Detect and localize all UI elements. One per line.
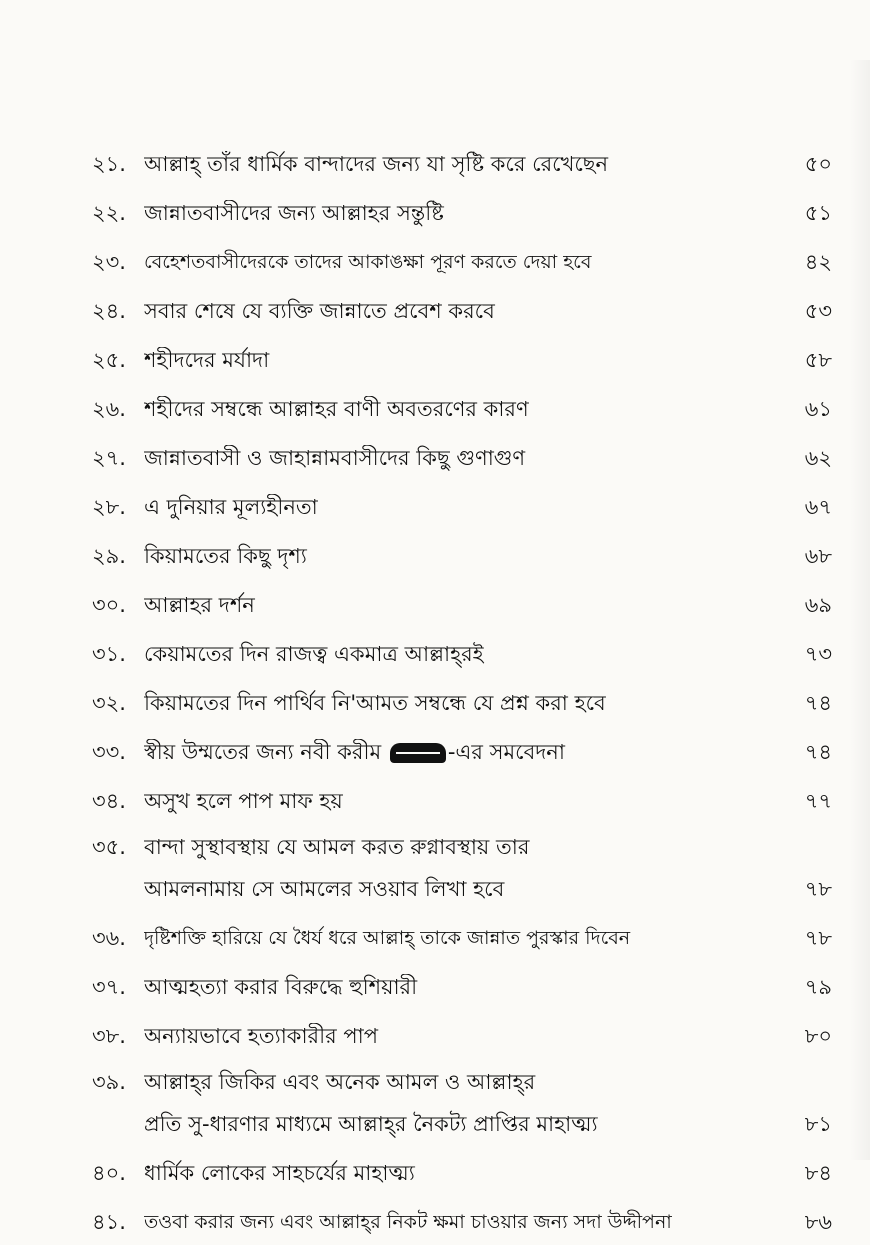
entry-number: ৩৯. (92, 1070, 126, 1094)
entry-title (144, 824, 772, 912)
entry-title: জান্নাতবাসীদের জন্য আল্লাহর সন্তুষ্টি (144, 201, 444, 225)
entry-title: অন্যায়ভাবে হত্যাকারীর পাপ (144, 1024, 378, 1048)
entry-number: ২৬. (92, 397, 126, 421)
entry-title-line-2: প্রতি সু-ধারণার মাধ্যমে আল্লাহ্‌র নৈকট্য প্রাপ্তির মাহাত্ম্য (144, 1112, 598, 1136)
entry-title-after: -এর সমবেদনা (447, 740, 565, 764)
entry-number: ২৭. (92, 446, 126, 470)
entry-page: ৬১ (804, 397, 832, 421)
entry-number: ৩৮. (92, 1024, 126, 1048)
entry-number: ৪০. (92, 1161, 126, 1185)
table-of-contents (92, 138, 832, 1245)
entry-title: শহীদের সম্বন্ধে আল্লাহর বাণী অবতরণের কারণ (144, 397, 529, 421)
entry-page: ৭৪ (804, 740, 832, 764)
toc-entry (92, 961, 832, 1010)
entry-number: ৩৫. (92, 835, 126, 859)
entry-page: ৬৯ (804, 593, 832, 617)
toc-entry (92, 334, 832, 383)
entry-page: ৫৮ (804, 348, 832, 372)
entry-title-line-2: আমলনামায় সে আমলের সওয়াব লিখা হবে (144, 877, 505, 901)
page-shadow (850, 60, 870, 1160)
toc-entry (92, 285, 832, 334)
entry-page: ৪২ (804, 250, 832, 274)
toc-entry (92, 726, 832, 775)
entry-page: ৭৩ (804, 642, 832, 666)
entry-title: জান্নাতবাসী ও জাহান্নামবাসীদের কিছু গুণাগুণ (144, 446, 526, 470)
entry-page: ৭৪ (804, 691, 832, 715)
toc-entry (92, 187, 832, 236)
toc-entry (92, 1059, 832, 1147)
entry-number: ৩২. (92, 691, 126, 715)
toc-entry (92, 432, 832, 481)
entry-page: ৮৪ (804, 1161, 832, 1185)
entry-page: ৫১ (804, 201, 832, 225)
entry-number: ৩৪. (92, 789, 126, 813)
entry-title-line-1: আল্লাহ্‌র জিকির এবং অনেক আমল ও আল্লাহ্‌র (144, 1070, 536, 1094)
entry-number: ২৪. (92, 299, 126, 323)
entry-title (144, 739, 772, 775)
entry-number: ২৮. (92, 495, 126, 519)
entry-title: ধার্মিক লোকের সাহচর্যের মাহাত্ম্য (144, 1161, 415, 1185)
entry-page: ৬২ (804, 446, 832, 470)
entry-title: এ দুনিয়ার মূল্যহীনতা (144, 495, 318, 519)
toc-entry (92, 383, 832, 432)
toc-entry (92, 912, 832, 961)
toc-entry (92, 236, 832, 285)
toc-entry (92, 628, 832, 677)
toc-entry (92, 579, 832, 628)
entry-page: ৬৮ (804, 544, 832, 568)
entry-title: আল্লাহ্ তাঁর ধার্মিক বান্দাদের জন্য যা সৃষ্টি করে রেখেছেন (144, 152, 609, 176)
entry-number: ৩৭. (92, 975, 126, 999)
entry-page: ৭৮ (804, 926, 832, 950)
toc-entry (92, 481, 832, 530)
entry-number: ২৫. (92, 348, 126, 372)
entry-title: শহীদদের মর্যাদা (144, 348, 270, 372)
entry-number: ৩১. (92, 642, 126, 666)
toc-entry (92, 1147, 832, 1196)
entry-page: ৭৯ (804, 975, 832, 999)
entry-title: দৃষ্টিশক্তি হারিয়ে যে ধৈর্য ধরে আল্লাহ্ তাকে জান্নাত পুরস্কার দিবেন (144, 927, 631, 949)
entry-title: কিয়ামতের কিছু দৃশ্য (144, 544, 307, 568)
entry-number: ৪১. (92, 1210, 126, 1234)
toc-entry (92, 1010, 832, 1059)
entry-title: বেহেশতবাসীদেরকে তাদের আকাঙক্ষা পূরণ করতে দেয়া হবে (144, 251, 592, 273)
entry-page: ৮১ (804, 1112, 832, 1136)
entry-title: তওবা করার জন্য এবং আল্লাহ্‌র নিকট ক্ষমা চাওয়ার জন্য সদা উদ্দীপনা (144, 1211, 672, 1233)
entry-page: ৬৭ (804, 495, 832, 519)
entry-title: আল্লাহর দর্শন (144, 593, 255, 617)
entry-number: ৩০. (92, 593, 126, 617)
entry-title: অসুখ হলে পাপ মাফ হয় (144, 789, 343, 813)
entry-title (144, 1059, 772, 1147)
toc-entry (92, 138, 832, 187)
entry-page: ৭৭ (804, 789, 832, 813)
entry-number: ৩৬. (92, 926, 126, 950)
toc-entry (92, 824, 832, 912)
toc-entry (92, 530, 832, 579)
entry-title-line-1: বান্দা সুস্থাবস্থায় যে আমল করত রুগ্নাবস্থায় তার (144, 835, 530, 859)
toc-entry (92, 775, 832, 824)
salutation-seal-icon (390, 743, 446, 763)
toc-entry (92, 1196, 832, 1245)
entry-page: ৫৩ (804, 299, 832, 323)
entry-number: ২২. (92, 201, 126, 225)
entry-page: ৮০ (804, 1024, 832, 1048)
entry-page: ৮৬ (804, 1210, 832, 1234)
toc-entry (92, 677, 832, 726)
entry-page: ৫০ (804, 152, 832, 176)
entry-number: ২৩. (92, 250, 126, 274)
entry-title: কেয়ামতের দিন রাজত্ব একমাত্র আল্লাহ্‌রই (144, 642, 484, 666)
entry-title: আত্মহত্যা করার বিরুদ্ধে হুশিয়ারী (144, 975, 418, 999)
entry-number: ২১. (92, 152, 126, 176)
entry-title-before: স্বীয় উম্মতের জন্য নবী করীম (144, 740, 382, 764)
entry-title: কিয়ামতের দিন পার্থিব নি'আমত সম্বন্ধে যে প্রশ্ন করা হবে (144, 691, 606, 715)
entry-number: ২৯. (92, 544, 126, 568)
entry-title: সবার শেষে যে ব্যক্তি জান্নাতে প্রবেশ করবে (144, 299, 495, 323)
entry-page: ৭৮ (804, 877, 832, 901)
entry-number: ৩৩. (92, 740, 126, 764)
